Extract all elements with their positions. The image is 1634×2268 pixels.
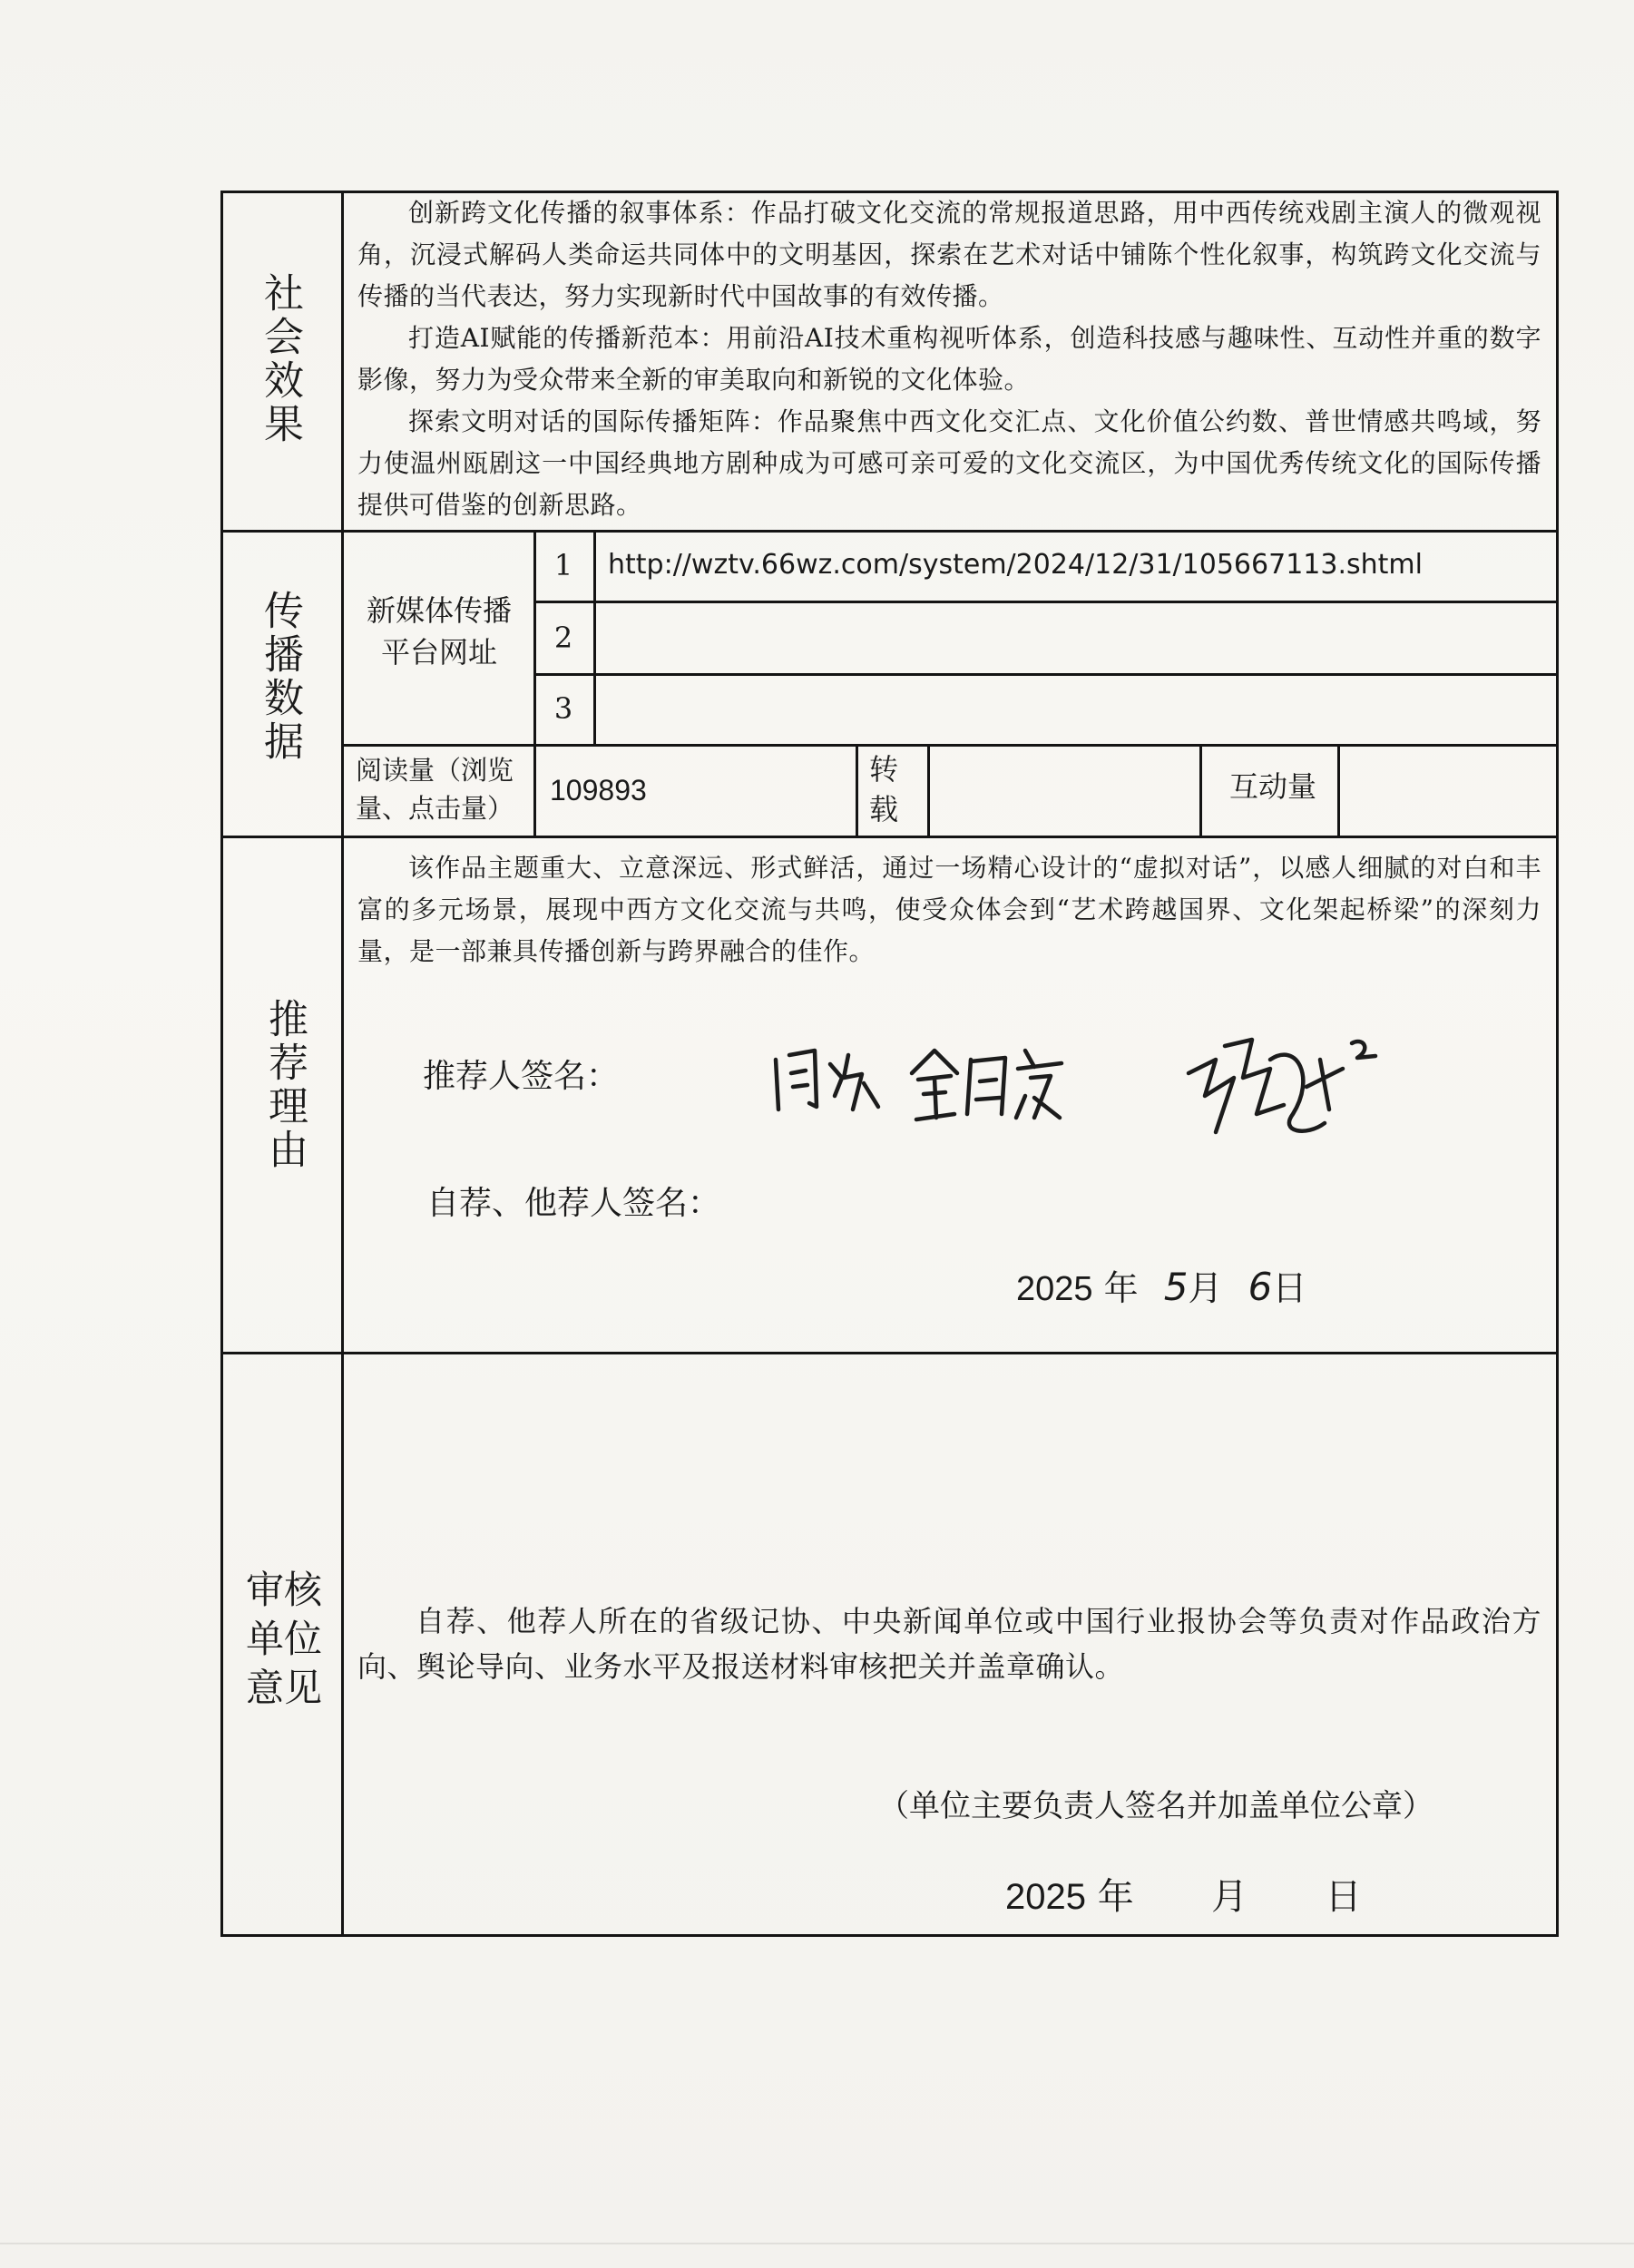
table-border xyxy=(220,1934,1559,1937)
interaction-label: 互动量 xyxy=(1228,769,1316,804)
date-day: 6 xyxy=(1248,1265,1273,1309)
platform-url-1[interactable]: http://wztv.66wz.com/system/2024/12/31/105667113.shtml xyxy=(608,549,1423,581)
table-border xyxy=(927,744,930,836)
social-effect-text xyxy=(357,192,1541,526)
recommender-signature-label: 推荐人签名： xyxy=(423,1058,620,1095)
table-border xyxy=(220,191,223,1937)
table-border xyxy=(220,836,1559,838)
section-label-recommendation: 推荐理由 xyxy=(261,998,308,1172)
paragraph: 自荐、他荐人所在的省级记协、中央新闻单位或中国行业报协会等负责对作品政治方向、舆论导向、业务水平及报送材料审核把关并盖章确认。 xyxy=(357,1604,1541,1684)
table-border xyxy=(856,744,858,836)
date-year: 2025 xyxy=(1005,1877,1086,1917)
date-year: 2025 xyxy=(1016,1270,1093,1308)
row-number: 1 xyxy=(553,548,573,582)
table-border xyxy=(341,744,1559,747)
self-signature-label: 自荐、他荐人签名： xyxy=(426,1185,721,1222)
section-label-review: 审核单位意见 xyxy=(245,1568,322,1710)
table-border xyxy=(1199,744,1202,836)
date-year-unit: 年 xyxy=(1097,1876,1134,1918)
date-month-unit: 月 xyxy=(1211,1876,1248,1918)
date-month: 5 xyxy=(1163,1265,1189,1309)
row-number: 2 xyxy=(553,621,573,655)
paragraph: 打造AI赋能的传播新范本：用前沿AI技术重构视听体系，创造科技感与趣味性、互动性并重的数字影像，努力为受众带来全新的审美取向和新锐的文化体验。 xyxy=(357,323,1541,395)
table-border xyxy=(1556,191,1559,1937)
table-border xyxy=(220,530,1559,533)
signature-3 xyxy=(1189,1040,1375,1132)
table-border xyxy=(593,530,596,745)
section-label-spread-data: 传播数据 xyxy=(257,590,303,764)
table-border xyxy=(1337,744,1340,836)
platform-url-label: 新媒体传播平台网址 xyxy=(366,593,512,670)
table-border xyxy=(533,601,1559,603)
recommendation-text xyxy=(357,847,1541,973)
views-value: 109893 xyxy=(550,774,647,807)
recommendation-date xyxy=(1016,1266,1306,1310)
views-label: 阅读量（浏览量、点击量） xyxy=(356,755,514,824)
table-border xyxy=(533,673,1559,676)
date-day-unit: 日 xyxy=(1325,1876,1362,1918)
paragraph: 探索文明对话的国际传播矩阵：作品聚焦中西文化交汇点、文化价值公约数、普世情感共鸣域，努力使温州瓯剧这一中国经典地方剧种成为可感可亲可爱的文化交流区，为中国优秀传统文化的国际传播提供可借鉴的创新思路。 xyxy=(357,406,1541,520)
review-text xyxy=(357,1598,1541,1689)
table-border xyxy=(533,744,536,836)
row-number: 3 xyxy=(553,691,573,726)
signature-1 xyxy=(776,1051,878,1110)
signature-2 xyxy=(912,1051,1062,1119)
paper-fold xyxy=(0,2243,1634,2244)
review-date xyxy=(1005,1876,1362,1918)
stamp-note: （单位主要负责人签名并加盖单位公章） xyxy=(878,1788,1433,1824)
section-label-social-effect: 社会效果 xyxy=(257,272,303,446)
date-month-unit: 月 xyxy=(1188,1268,1223,1308)
handwritten-signatures xyxy=(762,1023,1452,1150)
date-day-unit: 日 xyxy=(1272,1268,1307,1308)
paragraph: 该作品主题重大、立意深远、形式鲜活，通过一场精心设计的“虚拟对话”，以感人细腻的对白和丰富的多元场景，展现中西方文化交流与共鸣，使受众体会到“艺术跨越国界、文化架起桥梁”的深刻力量，是一部兼具传播创新与跨界融合的佳作。 xyxy=(357,853,1541,966)
paragraph: 创新跨文化传播的叙事体系：作品打破文化交流的常规报道思路，用中西传统戏剧主演人的微观视角，沉浸式解码人类命运共同体中的文明基因，探索在艺术对话中铺陈个性化叙事，构筑跨文化交流与传播的当代表达，努力实现新时代中国故事的有效传播。 xyxy=(357,198,1541,311)
table-border xyxy=(220,1352,1559,1354)
table-border xyxy=(341,191,344,1937)
repost-label: 转载 xyxy=(869,752,899,826)
date-year-unit: 年 xyxy=(1103,1268,1139,1308)
